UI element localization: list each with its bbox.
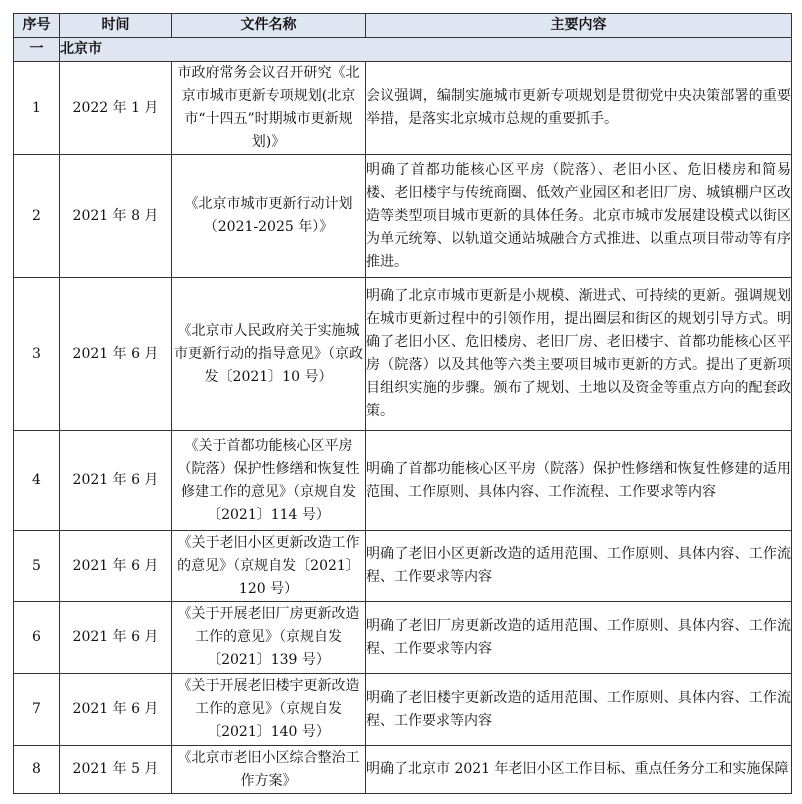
row-time: 2021 年 6 月 [60,674,172,746]
row-time: 2021 年 6 月 [60,602,172,674]
row-title: 市政府常务会议召开研究《北京市城市更新专项规划(北京市“十四五”时期城市更新规划)》 [172,62,366,155]
table-row [14,62,792,155]
table-header-row [14,14,792,38]
row-content: 明确了北京市城市更新是小规模、渐进式、可持续的更新。强调规划在城市更新过程中的引领作用，提出圈层和街区的规划引导方式。明确了老旧小区、危旧楼房、老旧厂房、老旧楼宇、首都功能核心区平房（院落）以及其他等六类主要项目城市更新的方式。提出了更新项目组织实施的步骤。颁布了规划、土地以及资金等重点方向的配套政策。 [366,278,792,431]
row-time: 2021 年 8 月 [60,155,172,278]
header-content: 主要内容 [366,14,792,38]
row-time: 2022 年 1 月 [60,62,172,155]
row-content: 会议强调，编制实施城市更新专项规划是贯彻党中央决策部署的重要举措，是落实北京城市总规的重要抓手。 [366,62,792,155]
table-row [14,431,792,531]
policy-table [13,13,792,794]
row-title: 《关于首都功能核心区平房（院落）保护性修缮和恢复性修建工作的意见》（京规自发〔2021〕114 号） [172,431,366,531]
row-title: 《北京市人民政府关于实施城市更新行动的指导意见》（京政发〔2021〕10 号） [172,278,366,431]
header-title: 文件名称 [172,14,366,38]
row-title: 《关于开展老旧厂房更新改造工作的意见》（京规自发〔2021〕139 号） [172,602,366,674]
row-time: 2021 年 6 月 [60,431,172,531]
row-content: 明确了老旧厂房更新改造的适用范围、工作原则、具体内容、工作流程、工作要求等内容 [366,602,792,674]
row-index: 5 [14,531,60,602]
row-time: 2021 年 6 月 [60,278,172,431]
row-index: 6 [14,602,60,674]
header-index: 序号 [14,14,60,38]
section-row [14,38,792,62]
row-content: 明确了首都功能核心区平房（院落）保护性修缮和恢复性修建的适用范围、工作原则、具体内容、工作流程、工作要求等内容 [366,431,792,531]
table-row [14,674,792,746]
row-title: 《北京市老旧小区综合整治工作方案》 [172,746,366,794]
row-content: 明确了首都功能核心区平房（院落）、老旧小区、危旧楼房和简易楼、老旧楼宇与传统商圈、低效产业园区和老旧厂房、城镇棚户区改造等类型项目城市更新的具体任务。北京市城市发展建设模式以街区为单元统筹、以轨道交通站城融合方式推进、以重点项目带动等有序推进。 [366,155,792,278]
row-title: 《关于老旧小区更新改造工作的意见》（京规自发〔2021〕120 号） [172,531,366,602]
row-content: 明确了北京市 2021 年老旧小区工作目标、重点任务分工和实施保障 [366,746,792,794]
row-index: 1 [14,62,60,155]
row-index: 2 [14,155,60,278]
section-name: 北京市 [60,38,792,62]
row-index: 7 [14,674,60,746]
row-time: 2021 年 5 月 [60,746,172,794]
section-number: 一 [14,38,60,62]
row-title: 《北京市城市更新行动计划（2021-2025 年）》 [172,155,366,278]
table-row [14,602,792,674]
table-row [14,155,792,278]
row-content: 明确了老旧楼宇更新改造的适用范围、工作原则、具体内容、工作流程、工作要求等内容 [366,674,792,746]
row-index: 8 [14,746,60,794]
table-row [14,746,792,794]
header-time: 时间 [60,14,172,38]
row-time: 2021 年 6 月 [60,531,172,602]
row-index: 4 [14,431,60,531]
table-row [14,531,792,602]
row-index: 3 [14,278,60,431]
row-content: 明确了老旧小区更新改造的适用范围、工作原则、具体内容、工作流程、工作要求等内容 [366,531,792,602]
row-title: 《关于开展老旧楼宇更新改造工作的意见》（京规自发〔2021〕140 号） [172,674,366,746]
table-row [14,278,792,431]
